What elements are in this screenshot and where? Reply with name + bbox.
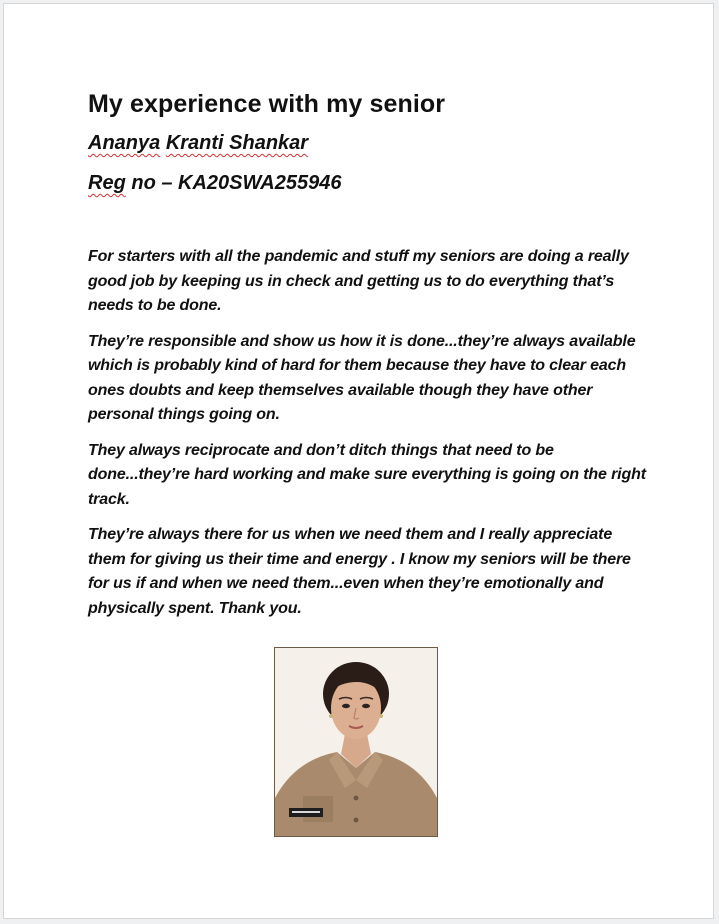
document-content [88,88,648,632]
document-body [88,245,648,621]
right-eye [362,704,370,708]
registration-value: no – KA20SWA255946 [131,172,342,194]
paragraph: For starters with all the pandemic and stuff my seniors are doing a really good job by keeping us in check and getting us to do everything that’s needs to be done. [88,248,629,314]
author-first-name: Ananya [88,132,161,154]
paragraph: They always reciprocate and don’t ditch things that need to be done...they’re hard working and make sure everything is going on the right track. [88,441,646,508]
right-earring [379,714,383,718]
author-last-names: Kranti Shankar [165,132,309,154]
paragraph: They’re responsible and show us how it is done...they’re always available which is probably kind of hard for them because they have to clear each ones doubts and keep themselves available though they have other personal things going on. [88,332,636,423]
student-photo [274,647,438,837]
paragraph: They’re always there for us when we need them and I really appreciate them for giving us their time and energy . I know my seniors will be there for us if and when we need them...even when they’re emotionally and physically spent. Thank you. [88,526,631,617]
document-page [3,3,714,919]
author-name [88,130,648,156]
name-badge-stripe [292,811,320,813]
registration-prefix: Reg [88,172,126,194]
left-eye [342,704,350,708]
shirt-button [354,796,359,801]
registration-number [88,170,648,196]
portrait-illustration [275,648,437,836]
shirt-button [354,818,359,823]
left-earring [329,714,333,718]
document-title: My experience with my senior [88,90,446,118]
